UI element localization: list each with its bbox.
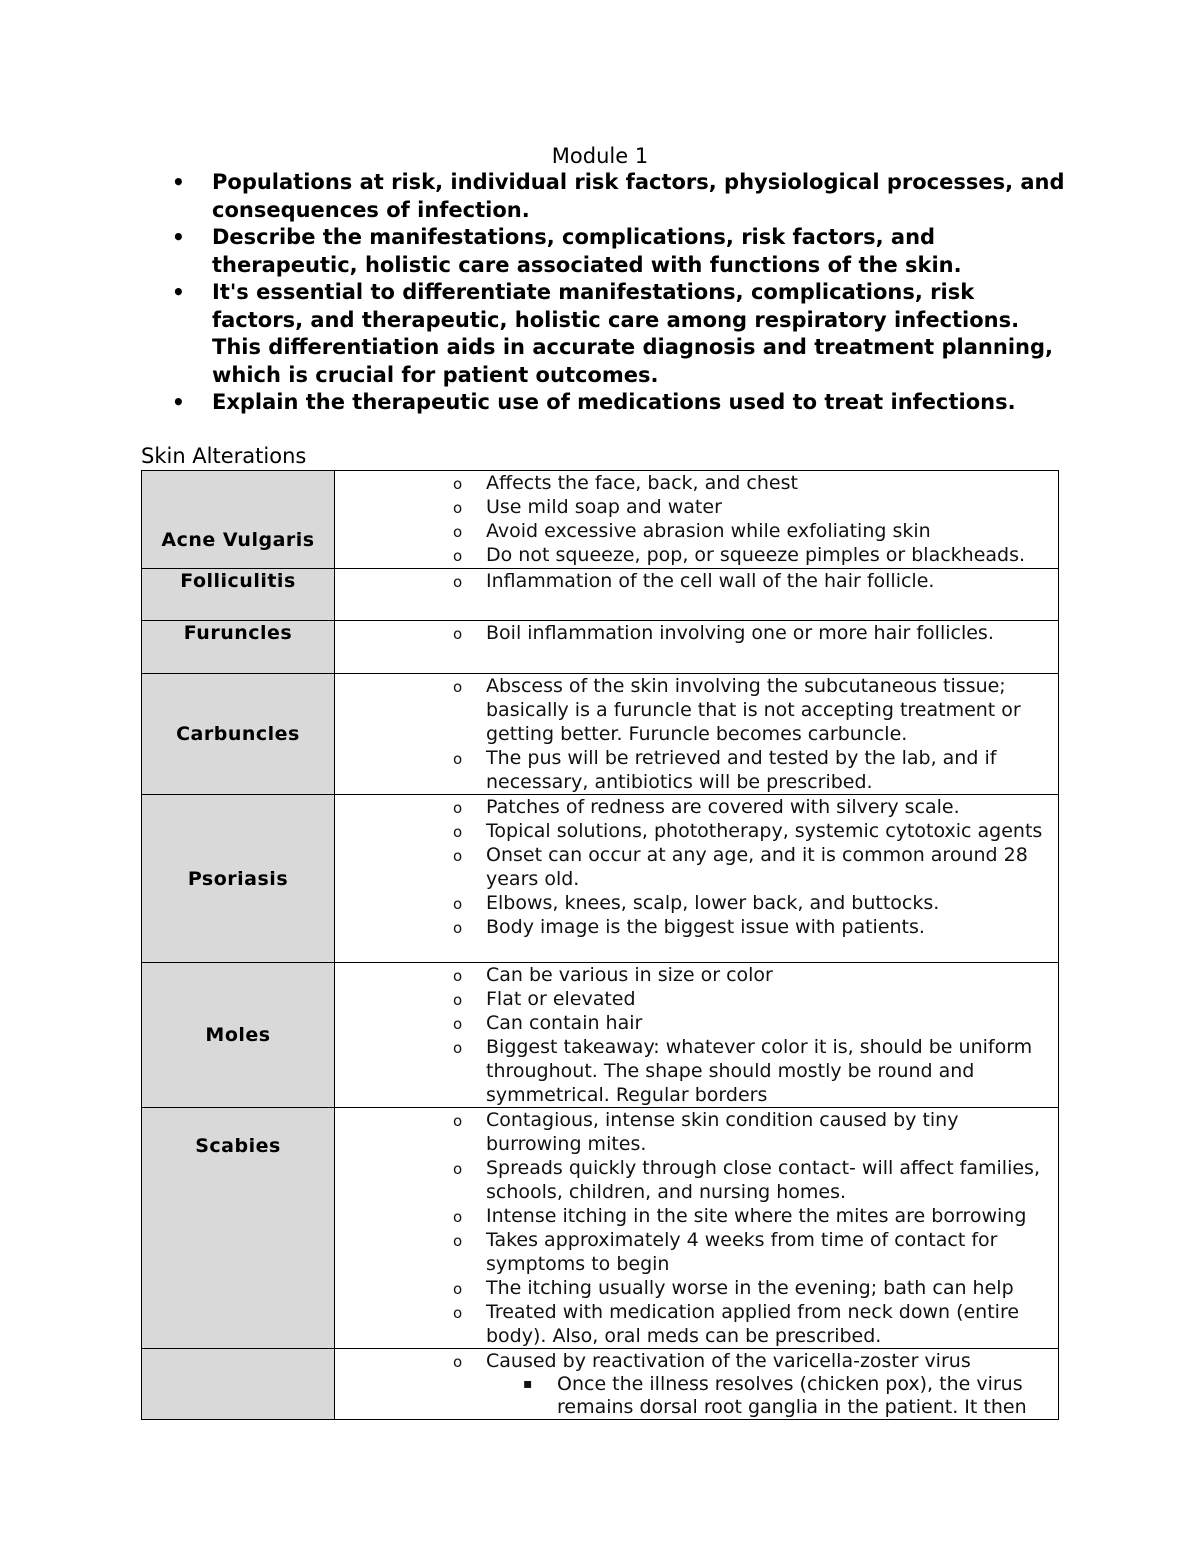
list-item: ▪ Once the illness resolves (chicken pox), the virus remains dorsal root ganglia in the patient. It then: [523, 1373, 1027, 1418]
list-item: o Body image is the biggest issue with patients.: [453, 916, 925, 938]
circle-bullet-icon: o: [453, 847, 463, 865]
page-title: Module 1: [551, 144, 649, 168]
circle-bullet-icon: o: [453, 750, 463, 768]
condition-cell: [142, 1108, 335, 1349]
condition-name: Carbuncles: [176, 723, 300, 745]
notes-list: [335, 569, 1058, 593]
objective-item: • Explain the therapeutic use of medications used to treat infections.: [170, 389, 1070, 417]
notes-cell: [335, 963, 1059, 1108]
notes-list: [335, 963, 1058, 1107]
condition-name: Psoriasis: [187, 867, 289, 890]
list-item: o Can contain hair: [453, 1012, 643, 1034]
condition-cell: [142, 795, 335, 963]
notes-list: [335, 621, 1058, 645]
circle-bullet-icon: o: [453, 678, 463, 696]
notes-cell: [335, 1349, 1059, 1420]
skin-alterations-table: [141, 470, 1059, 1420]
condition-cell: [142, 963, 335, 1108]
notes-cell: [335, 621, 1059, 674]
circle-bullet-icon: o: [453, 1304, 463, 1322]
notes-list: [335, 1349, 1058, 1419]
list-item: o Patches of redness are covered with silvery scale.: [453, 796, 960, 818]
list-item: o The pus will be retrieved and tested by the lab, and if necessary, antibiotics will be prescribed.: [453, 747, 997, 793]
square-bullet-icon: ▪: [523, 1376, 533, 1392]
condition-cell: [142, 569, 335, 621]
notes-cell: [335, 795, 1059, 963]
table-row: [142, 674, 1059, 795]
list-item: o Spreads quickly through close contact- will affect families, schools, children, and nursing homes.: [453, 1157, 1040, 1203]
notes-list: [335, 1108, 1058, 1348]
circle-bullet-icon: o: [453, 547, 463, 565]
list-item: o Avoid excessive abrasion while exfoliating skin: [453, 520, 931, 542]
notes-cell: [335, 1108, 1059, 1349]
circle-bullet-icon: o: [453, 1353, 463, 1371]
bullet-icon: •: [172, 390, 185, 414]
condition-cell: [142, 621, 335, 674]
bullet-icon: •: [172, 225, 185, 249]
sub-notes-list: [486, 1373, 1058, 1419]
list-item: o Contagious, intense skin condition caused by tiny burrowing mites.: [453, 1109, 959, 1155]
condition-name: Moles: [205, 1024, 271, 1046]
circle-bullet-icon: o: [453, 895, 463, 913]
objectives-list: [170, 169, 1070, 417]
list-item: o Flat or elevated: [453, 988, 636, 1010]
table-row: [142, 1108, 1059, 1349]
table-row: [142, 621, 1059, 674]
table-row: [142, 1349, 1059, 1420]
list-item: o Can be various in size or color: [453, 964, 773, 986]
circle-bullet-icon: o: [453, 967, 463, 985]
notes-list: [335, 471, 1058, 567]
list-item: o Caused by reactivation of the varicella-zoster virus ▪ Once the illness resolves (chicken pox), the virus remains dorsal root ganglia in the patient. It then: [335, 1349, 1058, 1419]
circle-bullet-icon: o: [453, 1208, 463, 1226]
condition-cell: [142, 471, 335, 569]
table-row: [142, 795, 1059, 963]
objective-item: • It's essential to differentiate manifestations, complications, risk factors, and therapeutic, holistic care among respiratory infections. This differentiation aids in accurate diagnosis and treatment planning, which is crucial for patient outcomes.: [172, 280, 1053, 387]
circle-bullet-icon: o: [453, 499, 463, 517]
condition-name: Folliculitis: [180, 570, 296, 592]
notes-cell: [335, 674, 1059, 795]
objective-item: • Describe the manifestations, complications, risk factors, and therapeutic, holistic care associated with functions of the skin.: [172, 225, 962, 277]
circle-bullet-icon: o: [453, 475, 463, 493]
circle-bullet-icon: o: [453, 823, 463, 841]
circle-bullet-icon: o: [453, 1039, 463, 1057]
objective-item: • Populations at risk, individual risk factors, physiological processes, and consequences of infection.: [172, 170, 1065, 222]
notes-list: [335, 795, 1058, 939]
circle-bullet-icon: o: [453, 1015, 463, 1033]
list-item: o Do not squeeze, pop, or squeeze pimples or blackheads.: [453, 544, 1026, 566]
condition-cell: [142, 1349, 335, 1420]
list-item: o Inflammation of the cell wall of the hair follicle.: [453, 570, 935, 592]
circle-bullet-icon: o: [453, 523, 463, 541]
circle-bullet-icon: o: [453, 991, 463, 1009]
list-item: o Boil inflammation involving one or more hair follicles.: [453, 622, 994, 644]
notes-cell: [335, 569, 1059, 621]
list-item: o Elbows, knees, scalp, lower back, and buttocks.: [453, 892, 940, 914]
circle-bullet-icon: o: [453, 1280, 463, 1298]
list-item: o Biggest takeaway: whatever color it is, should be uniform throughout. The shape should mostly be round and symmetrical. Regular borders: [453, 1036, 1033, 1106]
list-item: o Onset can occur at any age, and it is common around 28 years old.: [453, 844, 1028, 890]
circle-bullet-icon: o: [453, 799, 463, 817]
table-row: [142, 471, 1059, 569]
notes-list: [335, 674, 1058, 794]
list-item: o Topical solutions, phototherapy, systemic cytotoxic agents: [453, 820, 1043, 842]
table-row: [142, 569, 1059, 621]
list-item: o The itching usually worse in the evening; bath can help: [453, 1277, 1014, 1299]
bullet-icon: •: [172, 280, 185, 304]
condition-name: Scabies: [195, 1135, 281, 1157]
condition-name: Acne Vulgaris: [161, 528, 315, 551]
circle-bullet-icon: o: [453, 1232, 463, 1250]
circle-bullet-icon: o: [453, 1112, 463, 1130]
circle-bullet-icon: o: [453, 919, 463, 937]
list-item: o Takes approximately 4 weeks from time of contact for symptoms to begin: [453, 1229, 998, 1275]
list-item: o Affects the face, back, and chest: [453, 472, 798, 494]
list-item: o Treated with medication applied from neck down (entire body). Also, oral meds can be prescribed.: [453, 1301, 1020, 1347]
circle-bullet-icon: o: [453, 1160, 463, 1178]
table-row: [142, 963, 1059, 1108]
condition-cell: [142, 674, 335, 795]
list-item: o Use mild soap and water: [453, 496, 722, 518]
circle-bullet-icon: o: [453, 573, 463, 591]
circle-bullet-icon: o: [453, 625, 463, 643]
section-heading: Skin Alterations: [141, 444, 307, 468]
list-item: o Intense itching in the site where the mites are borrowing: [453, 1205, 1027, 1227]
bullet-icon: •: [172, 170, 185, 194]
list-item: o Abscess of the skin involving the subcutaneous tissue; basically is a furuncle that is not accepting treatment or getting better. Furuncle becomes carbuncle.: [453, 675, 1021, 745]
notes-cell: [335, 471, 1059, 569]
condition-name: Furuncles: [183, 622, 293, 644]
